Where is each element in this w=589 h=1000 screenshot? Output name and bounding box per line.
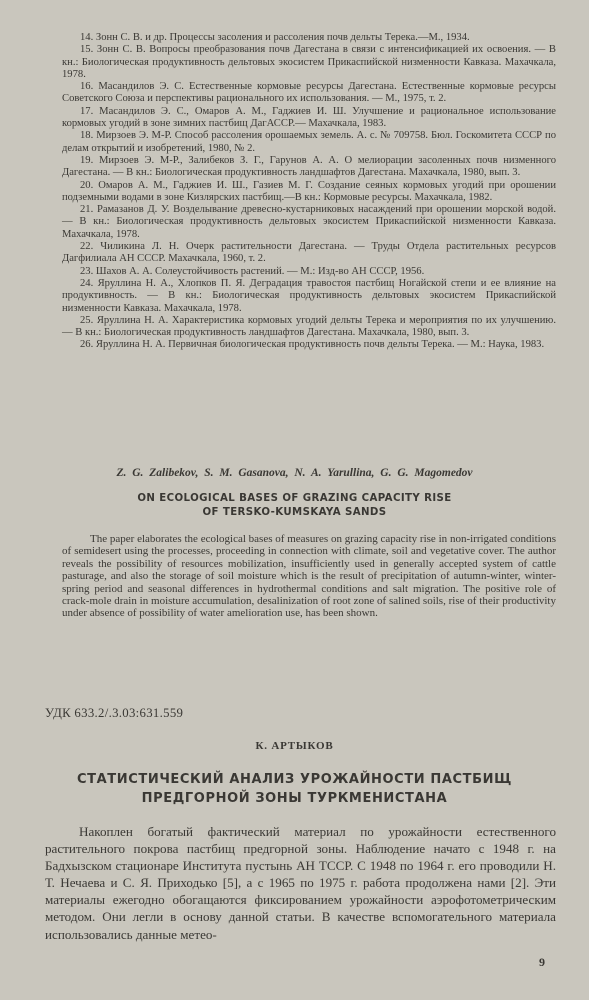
russian-title-line: ПРЕДГОРНОЙ ЗОНЫ ТУРКМЕНИСТАНА [141, 791, 448, 806]
page-number: 9 [539, 955, 545, 969]
reference-item: 19. Мирзоев Э. М-Р., Залибеков З. Г., Гарунов А. А. О мелиорации засоленных почв низменного Дагестана. — В кн.: Биологическая продуктивность ландшафтов Дагестана. Махачкала, 1980, вып. 3. [62, 154, 556, 179]
reference-item: 17. Масандилов Э. С., Омаров А. М., Гаджиев И. Ш. Улучшение и рациональное использование кормовых угодий в зоне зимних пастбищ ДагАССР.— Махачкала, 1983. [62, 105, 556, 130]
reference-list [62, 32, 556, 352]
english-title-line: OF TERSKO-KUMSKAYA SANDS [202, 507, 387, 518]
reference-item: 14. Зонн С. В. и др. Процессы засоления и рассоления почв дельты Терека.—М., 1934. [80, 32, 470, 43]
reference-item: 18. Мирзоев Э. М-Р. Способ рассоления орошаемых земель. А. с. № 709758. Бюл. Госкомитета СССР по делам открытий и изобретений, 1980, № 2. [62, 130, 556, 154]
reference-item: 23. Шахов А. А. Солеустойчивость растений. — М.: Изд-во АН СССР, 1956. [80, 265, 425, 277]
reference-item: 22. Чиликина Л. Н. Очерк растительности Дагестана. — Труды Отдела растительных ресурсов Дагфилиала АН СССР. Махачкала, 1960, т. 2. [62, 241, 556, 265]
russian-author: К. АРТЫКОВ [255, 740, 334, 752]
udc-code: УДК 633.2/.3.03:631.559 [45, 706, 184, 720]
english-title-line: ON ECOLOGICAL BASES OF GRAZING CAPACITY RISE [137, 493, 452, 504]
russian-title [0, 770, 589, 808]
reference-item: 20. Омаров А. М., Гаджиев И. Ш., Газиев М. Г. Создание сеяных кормовых угодий при орошении подземными водами в зоне Кизлярских пастбищ.—В кн.: Кормовые ресурсы. Махачкала, 1982. [62, 179, 556, 203]
reference-item: 21. Рамазанов Д. У. Возделывание древесно-кустарниковых насаждений при орошении морской водой. — В кн.: Биологическая продуктивность дельтовых экосистем Прикаспийской низменности Кавказа. Махачкала, 1978. [62, 204, 556, 240]
reference-item: 26. Яруллина Н. А. Первичная биологическая продуктивность почв дельты Терека. — М.: Наука, 1983. [80, 339, 545, 351]
russian-body-text: Накоплен богатый фактический материал по урожайности естественного растительного покрова пастбищ предгорной зоны. Наблюдение начато с 1948 г. на Бадхызском стационаре Института пустынь АН ТССР. С 1948 по 1964 г. его проводили Н. Т. Нечаева и С. Я. Приходько [5], а с 1965 по 1975 г. работа продолжена нами [2]. Эти материалы ежегодно обогащаются фиксированием урожайности аэрофотометрическим методом. Они легли в основу данной статьи. В качестве вспомогательного материала использовались данные метео- [45, 824, 556, 942]
russian-title-line: СТАТИСТИЧЕСКИЙ АНАЛИЗ УРОЖАЙНОСТИ ПАСТБИЩ [77, 772, 512, 787]
english-authors: Z. G. Zalibekov, S. M. Gasanova, N. A. Yarullina, G. G. Magomedov [116, 467, 473, 479]
reference-item: 15. Зонн С. В. Вопросы преобразования почв Дагестана в связи с интенсификацией их освоения. — В кн.: Биологическая продуктивность дельтовых экосистем Прикаспийской низменности Кавказа. Махачкала, 1978. [62, 44, 556, 80]
english-abstract: The paper elaborates the ecological bases of measures on grazing capacity rise in non-irrigated conditions of semidesert using the processes, proceeding in connection with climate, soil and vegetative cover. The author reveals the possibility of resources mobilization, insufficiently used in generally accepted system of cattle pasturage, and also the storage of soil moisture which is the result of precipitation of autumn-winter, winter-spring period and seasonal differences in hydrothermal conditions and salt migration. The positive role of crack-mole drain in moisture accumulation, desalinization of root zone of salined soils, rise of their productivity under absence of possibility of water amelioration use, has been shown. [62, 533, 556, 620]
reference-item: 16. Масандилов Э. С. Естественные кормовые ресурсы Дагестана. Естественные кормовые ресурсы Советского Союза и перспективы рационального их использования. — М., 1975, т. 2. [62, 81, 556, 105]
reference-item: 25. Яруллина Н. А. Характеристика кормовых угодий дельты Терека и мероприятия по их улучшению. — В кн.: Биологическая продуктивность ландшафтов Дагестана. Махачкала, 1980, вып. 3. [62, 314, 556, 339]
english-title [0, 492, 589, 520]
reference-item: 24. Яруллина Н. А., Хлопков П. Я. Деградация травостоя пастбищ Ногайской степи и ее влияние на продуктивность. — В кн.: Биологическая продуктивность дельтовых экосистем Прикаспийской низменности Кавказа. Махачкала, 1978. [62, 277, 556, 314]
